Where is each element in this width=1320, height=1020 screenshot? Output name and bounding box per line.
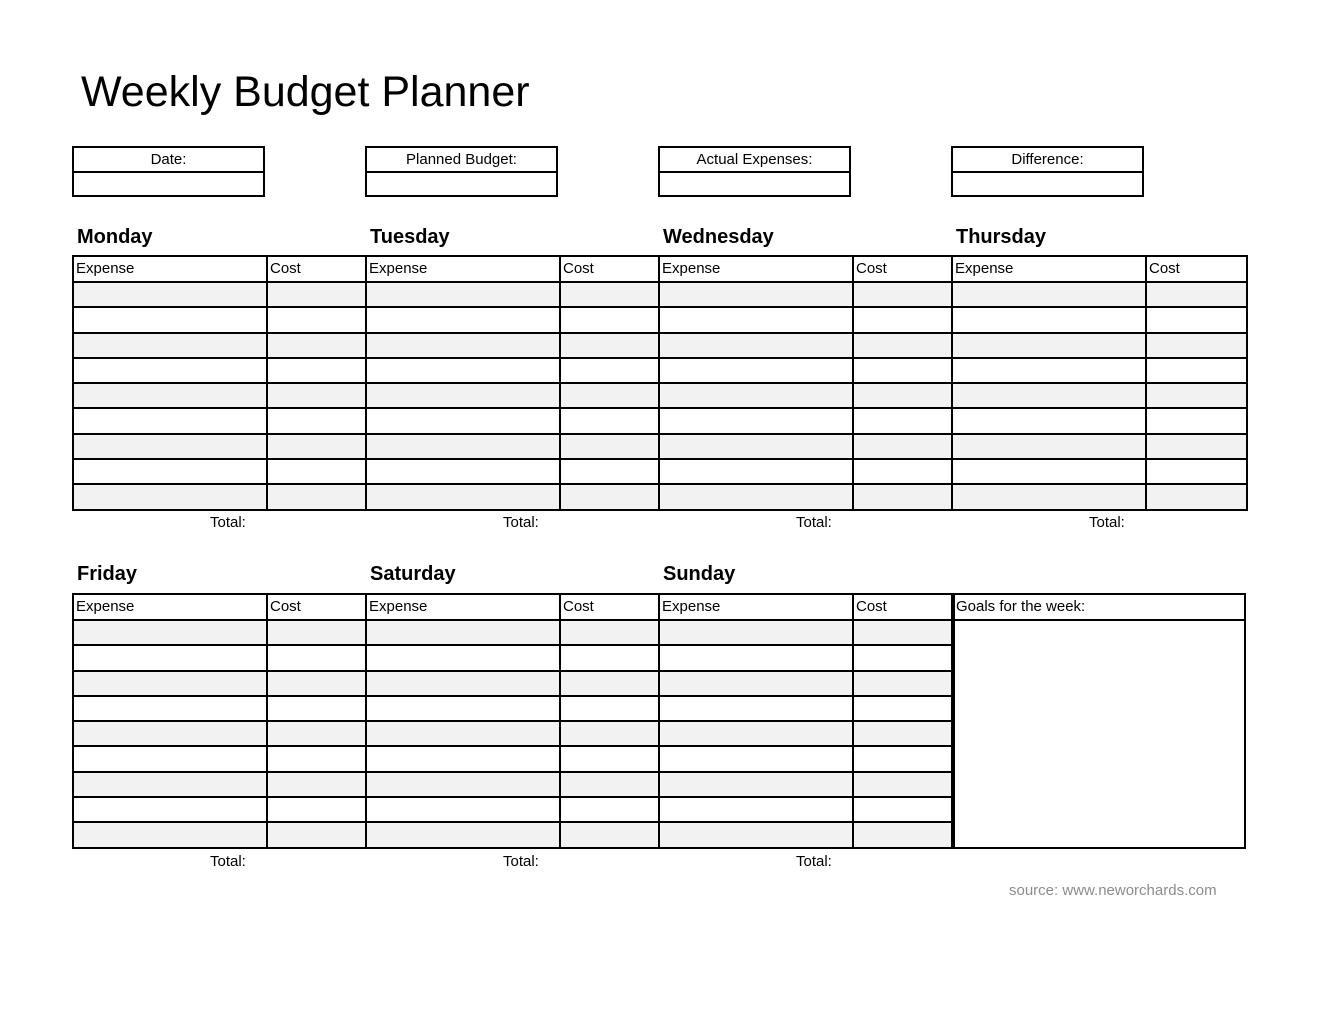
expense-cell[interactable] xyxy=(73,721,267,746)
column-header-cost: Cost xyxy=(267,594,366,620)
expense-cell[interactable] xyxy=(366,797,560,822)
planned-budget-box xyxy=(365,146,558,197)
cost-cell[interactable] xyxy=(1146,307,1247,332)
expense-cell[interactable] xyxy=(659,721,853,746)
cost-cell[interactable] xyxy=(853,459,952,484)
cost-cell[interactable] xyxy=(267,696,366,721)
expense-cell[interactable] xyxy=(366,696,560,721)
expense-cell[interactable] xyxy=(659,772,853,797)
cost-cell[interactable] xyxy=(267,333,366,358)
expense-cell[interactable] xyxy=(73,307,267,332)
cost-cell[interactable] xyxy=(267,671,366,696)
expense-cell[interactable] xyxy=(952,282,1146,307)
cost-cell[interactable] xyxy=(267,358,366,383)
column-header-cost: Cost xyxy=(1146,256,1247,282)
column-header-expense: Expense xyxy=(73,594,267,620)
cost-cell[interactable] xyxy=(1146,459,1247,484)
planned-budget-field[interactable] xyxy=(367,173,556,195)
expense-cell[interactable] xyxy=(659,822,853,847)
total-label-tuesday: Total: xyxy=(503,514,539,531)
date-label: Date: xyxy=(74,148,263,173)
expense-cell[interactable] xyxy=(73,671,267,696)
cost-cell[interactable] xyxy=(853,408,952,433)
cost-cell[interactable] xyxy=(560,459,659,484)
table-row xyxy=(73,408,1247,433)
expense-cell[interactable] xyxy=(73,746,267,771)
table-row xyxy=(73,772,954,797)
total-label-friday: Total: xyxy=(210,853,246,870)
planned-budget-label: Planned Budget: xyxy=(367,148,556,173)
cost-cell[interactable] xyxy=(560,721,659,746)
table-row xyxy=(73,822,954,847)
cost-cell[interactable] xyxy=(267,721,366,746)
goals-box xyxy=(951,593,1246,849)
column-header-expense: Expense xyxy=(366,594,560,620)
difference-box xyxy=(951,146,1144,197)
expense-cell[interactable] xyxy=(73,696,267,721)
total-label-monday: Total: xyxy=(210,514,246,531)
cost-cell[interactable] xyxy=(560,772,659,797)
total-label-sunday: Total: xyxy=(796,853,832,870)
source-credit: source: www.neworchards.com xyxy=(1009,882,1217,899)
cost-cell[interactable] xyxy=(267,307,366,332)
expense-cell[interactable] xyxy=(366,333,560,358)
table-row xyxy=(73,307,1247,332)
cost-cell[interactable] xyxy=(853,620,954,645)
date-box xyxy=(72,146,265,197)
expense-cell[interactable] xyxy=(366,459,560,484)
cost-cell[interactable] xyxy=(267,383,366,408)
cost-cell[interactable] xyxy=(267,620,366,645)
cost-cell[interactable] xyxy=(560,307,659,332)
cost-cell[interactable] xyxy=(560,746,659,771)
total-label-saturday: Total: xyxy=(503,853,539,870)
table-row xyxy=(73,459,1247,484)
expense-cell[interactable] xyxy=(659,797,853,822)
expense-cell[interactable] xyxy=(366,772,560,797)
expense-cell[interactable] xyxy=(73,822,267,847)
table-row xyxy=(73,696,954,721)
cost-cell[interactable] xyxy=(560,434,659,459)
expense-cell[interactable] xyxy=(366,721,560,746)
page-title: Weekly Budget Planner xyxy=(81,68,530,116)
table-row xyxy=(73,333,1247,358)
cost-cell[interactable] xyxy=(267,822,366,847)
day-title-friday: Friday xyxy=(77,563,138,585)
expense-cell[interactable] xyxy=(73,645,267,670)
cost-cell[interactable] xyxy=(1146,333,1247,358)
expense-cell[interactable] xyxy=(73,620,267,645)
expense-cell[interactable] xyxy=(366,645,560,670)
cost-cell[interactable] xyxy=(560,333,659,358)
column-header-cost: Cost xyxy=(560,256,659,282)
goals-label: Goals for the week: xyxy=(953,595,1244,621)
expense-cell[interactable] xyxy=(659,459,853,484)
expense-cell[interactable] xyxy=(659,307,853,332)
difference-field[interactable] xyxy=(953,173,1142,195)
expense-cell[interactable] xyxy=(73,434,267,459)
expense-cell[interactable] xyxy=(952,459,1146,484)
cost-cell[interactable] xyxy=(267,459,366,484)
expense-cell[interactable] xyxy=(73,408,267,433)
cost-cell[interactable] xyxy=(560,645,659,670)
cost-cell[interactable] xyxy=(853,484,952,509)
cost-cell[interactable] xyxy=(267,746,366,771)
actual-expenses-label: Actual Expenses: xyxy=(660,148,849,173)
date-field[interactable] xyxy=(74,173,263,195)
day-title-sunday: Sunday xyxy=(663,563,736,585)
day-title-thursday: Thursday xyxy=(956,226,1047,248)
expense-cell[interactable] xyxy=(73,383,267,408)
cost-cell[interactable] xyxy=(267,408,366,433)
weekend-expense-table xyxy=(72,593,955,849)
column-header-expense: Expense xyxy=(952,256,1146,282)
cost-cell[interactable] xyxy=(560,797,659,822)
expense-cell[interactable] xyxy=(366,484,560,509)
cost-cell[interactable] xyxy=(853,434,952,459)
expense-cell[interactable] xyxy=(366,307,560,332)
cost-cell[interactable] xyxy=(267,645,366,670)
column-header-expense: Expense xyxy=(366,256,560,282)
expense-cell[interactable] xyxy=(73,333,267,358)
expense-cell[interactable] xyxy=(73,358,267,383)
cost-cell[interactable] xyxy=(560,620,659,645)
day-title-saturday: Saturday xyxy=(370,563,456,585)
total-label-thursday: Total: xyxy=(1089,514,1125,531)
cost-cell[interactable] xyxy=(853,333,952,358)
cost-cell[interactable] xyxy=(560,671,659,696)
cost-cell[interactable] xyxy=(853,671,954,696)
cost-cell[interactable] xyxy=(1146,358,1247,383)
cost-cell[interactable] xyxy=(1146,434,1247,459)
cost-cell[interactable] xyxy=(853,282,952,307)
expense-cell[interactable] xyxy=(659,408,853,433)
actual-expenses-field[interactable] xyxy=(660,173,849,195)
cost-cell[interactable] xyxy=(853,822,954,847)
cost-cell[interactable] xyxy=(267,282,366,307)
expense-cell[interactable] xyxy=(952,307,1146,332)
expense-cell[interactable] xyxy=(952,383,1146,408)
cost-cell[interactable] xyxy=(1146,282,1247,307)
cost-cell[interactable] xyxy=(853,721,954,746)
difference-label: Difference: xyxy=(953,148,1142,173)
expense-cell[interactable] xyxy=(366,822,560,847)
expense-cell[interactable] xyxy=(73,797,267,822)
expense-cell[interactable] xyxy=(952,484,1146,509)
expense-cell[interactable] xyxy=(366,358,560,383)
column-header-cost: Cost xyxy=(267,256,366,282)
day-title-wednesday: Wednesday xyxy=(663,226,774,248)
table-row xyxy=(73,434,1247,459)
cost-cell[interactable] xyxy=(560,383,659,408)
table-row xyxy=(73,620,954,645)
expense-cell[interactable] xyxy=(73,459,267,484)
expense-cell[interactable] xyxy=(366,408,560,433)
expense-cell[interactable] xyxy=(952,408,1146,433)
table-row xyxy=(73,721,954,746)
expense-cell[interactable] xyxy=(659,333,853,358)
expense-cell[interactable] xyxy=(366,282,560,307)
actual-expenses-box xyxy=(658,146,851,197)
expense-cell[interactable] xyxy=(659,671,853,696)
expense-cell[interactable] xyxy=(659,434,853,459)
table-row xyxy=(73,484,1247,509)
expense-cell[interactable] xyxy=(366,434,560,459)
expense-cell[interactable] xyxy=(366,383,560,408)
cost-cell[interactable] xyxy=(853,746,954,771)
expense-cell[interactable] xyxy=(659,645,853,670)
column-header-expense: Expense xyxy=(659,594,853,620)
cost-cell[interactable] xyxy=(853,383,952,408)
table-row xyxy=(73,358,1247,383)
cost-cell[interactable] xyxy=(267,434,366,459)
expense-cell[interactable] xyxy=(366,620,560,645)
table-row xyxy=(73,671,954,696)
header-row xyxy=(73,594,954,620)
table-row xyxy=(73,282,1247,307)
column-header-cost: Cost xyxy=(560,594,659,620)
table-row xyxy=(73,797,954,822)
expense-cell[interactable] xyxy=(952,358,1146,383)
expense-cell[interactable] xyxy=(952,333,1146,358)
header-row xyxy=(73,256,1247,282)
cost-cell[interactable] xyxy=(267,797,366,822)
expense-cell[interactable] xyxy=(366,746,560,771)
cost-cell[interactable] xyxy=(560,408,659,433)
column-header-expense: Expense xyxy=(73,256,267,282)
cost-cell[interactable] xyxy=(853,358,952,383)
cost-cell[interactable] xyxy=(1146,383,1247,408)
cost-cell[interactable] xyxy=(1146,408,1247,433)
table-row xyxy=(73,746,954,771)
day-title-monday: Monday xyxy=(77,226,153,248)
expense-cell[interactable] xyxy=(659,620,853,645)
expense-cell[interactable] xyxy=(366,671,560,696)
cost-cell[interactable] xyxy=(560,484,659,509)
table-row xyxy=(73,645,954,670)
weekday-expense-table xyxy=(72,255,1248,511)
cost-cell[interactable] xyxy=(853,772,954,797)
cost-cell[interactable] xyxy=(853,307,952,332)
cost-cell[interactable] xyxy=(267,772,366,797)
cost-cell[interactable] xyxy=(560,358,659,383)
day-title-tuesday: Tuesday xyxy=(370,226,450,248)
expense-cell[interactable] xyxy=(73,772,267,797)
expense-cell[interactable] xyxy=(659,383,853,408)
cost-cell[interactable] xyxy=(560,822,659,847)
expense-cell[interactable] xyxy=(73,282,267,307)
expense-cell[interactable] xyxy=(73,484,267,509)
expense-cell[interactable] xyxy=(659,484,853,509)
expense-cell[interactable] xyxy=(952,434,1146,459)
expense-cell[interactable] xyxy=(659,696,853,721)
total-label-wednesday: Total: xyxy=(796,514,832,531)
column-header-cost: Cost xyxy=(853,594,954,620)
column-header-cost: Cost xyxy=(853,256,952,282)
cost-cell[interactable] xyxy=(267,484,366,509)
expense-cell[interactable] xyxy=(659,282,853,307)
column-header-expense: Expense xyxy=(659,256,853,282)
expense-cell[interactable] xyxy=(659,746,853,771)
expense-cell[interactable] xyxy=(659,358,853,383)
cost-cell[interactable] xyxy=(853,696,954,721)
cost-cell[interactable] xyxy=(853,645,954,670)
cost-cell[interactable] xyxy=(1146,484,1247,509)
table-row xyxy=(73,383,1247,408)
goals-field[interactable] xyxy=(953,621,1244,847)
cost-cell[interactable] xyxy=(560,696,659,721)
cost-cell[interactable] xyxy=(560,282,659,307)
cost-cell[interactable] xyxy=(853,797,954,822)
